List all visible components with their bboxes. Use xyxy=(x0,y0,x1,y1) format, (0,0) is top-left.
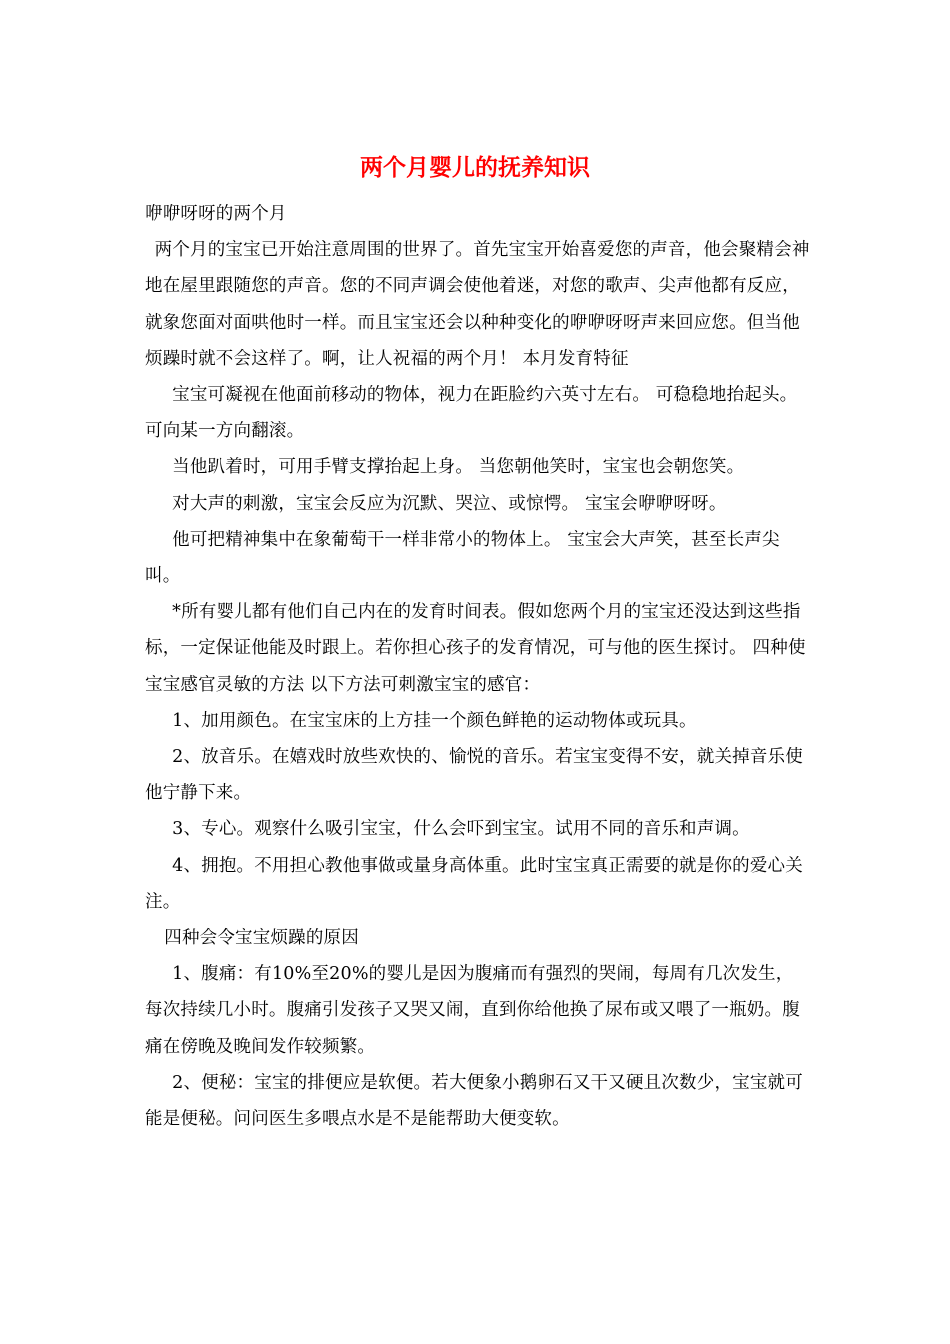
section-heading: 咿咿呀呀的两个月 xyxy=(145,204,287,224)
section-heading: 四种会令宝宝烦躁的原因 xyxy=(164,928,359,949)
list-item: 2、便秘：宝宝的排便应是软便。若大便象小鹅卵石又干又硬且次数少，宝宝就可能是便秘。问问医生多喂点水是不是能帮助大便变软。 xyxy=(145,1072,803,1130)
paragraph: 当他趴着时，可用手臂支撑抬起上身。 当您朝他笑时，宝宝也会朝您笑。 xyxy=(172,457,745,478)
document-title: 两个月婴儿的抚养知识 xyxy=(360,154,590,181)
document-body xyxy=(145,196,810,1137)
paragraph: 他可把精神集中在象葡萄干一样非常小的物体上。 宝宝会大声笑，甚至长声尖叫。 xyxy=(145,529,780,587)
list-item: 2、放音乐。在嬉戏时放些欢快的、愉悦的音乐。若宝宝变得不安，就关掉音乐使他宁静下来。 xyxy=(145,747,803,804)
list-item: 1、腹痛：有10%至20%的婴儿是因为腹痛而有强烈的哭闹，每周有几次发生，每次持续几小时。腹痛引发孩子又哭又闹，直到你给他换了尿布或又喂了一瓶奶。腹痛在傍晚及晚间发作较频繁。 xyxy=(145,964,800,1057)
list-item: 3、专心。观察什么吸引宝宝，什么会吓到宝宝。试用不同的音乐和声调。 xyxy=(172,819,750,840)
list-item: 4、拥抱。不用担心教他事做或量身高体重。此时宝宝真正需要的就是你的爱心关注。 xyxy=(145,855,803,912)
paragraph: 两个月的宝宝已开始注意周围的世界了。首先宝宝开始喜爱您的声音，他会聚精会神地在屋里跟随您的声音。您的不同声调会使他着迷，对您的歌声、尖声他都有反应，就象您面对面哄他时一样。而且宝宝还会以种种变化的咿咿呀呀声来回应您。但当他烦躁时就不会这样了。啊，让人祝福的两个月！ 本月发育特征 xyxy=(145,240,810,369)
paragraph: 对大声的刺激，宝宝会反应为沉默、哭泣、或惊愕。 宝宝会咿咿呀呀。 xyxy=(172,493,727,514)
list-item: 1、加用颜色。在宝宝床的上方挂一个颜色鲜艳的运动物体或玩具。 xyxy=(172,710,697,731)
paragraph: *所有婴儿都有他们自己内在的发育时间表。假如您两个月的宝宝还没达到这些指标，一定保证他能及时跟上。若你担心孩子的发育情况，可与他的医生探讨。 四种使宝宝感官灵敏的方法 以下方法可刺激宝宝的感官： xyxy=(145,602,806,695)
paragraph: 宝宝可凝视在他面前移动的物体，视力在距脸约六英寸左右。 可稳稳地抬起头。 可向某一方向翻滚。 xyxy=(145,385,798,442)
